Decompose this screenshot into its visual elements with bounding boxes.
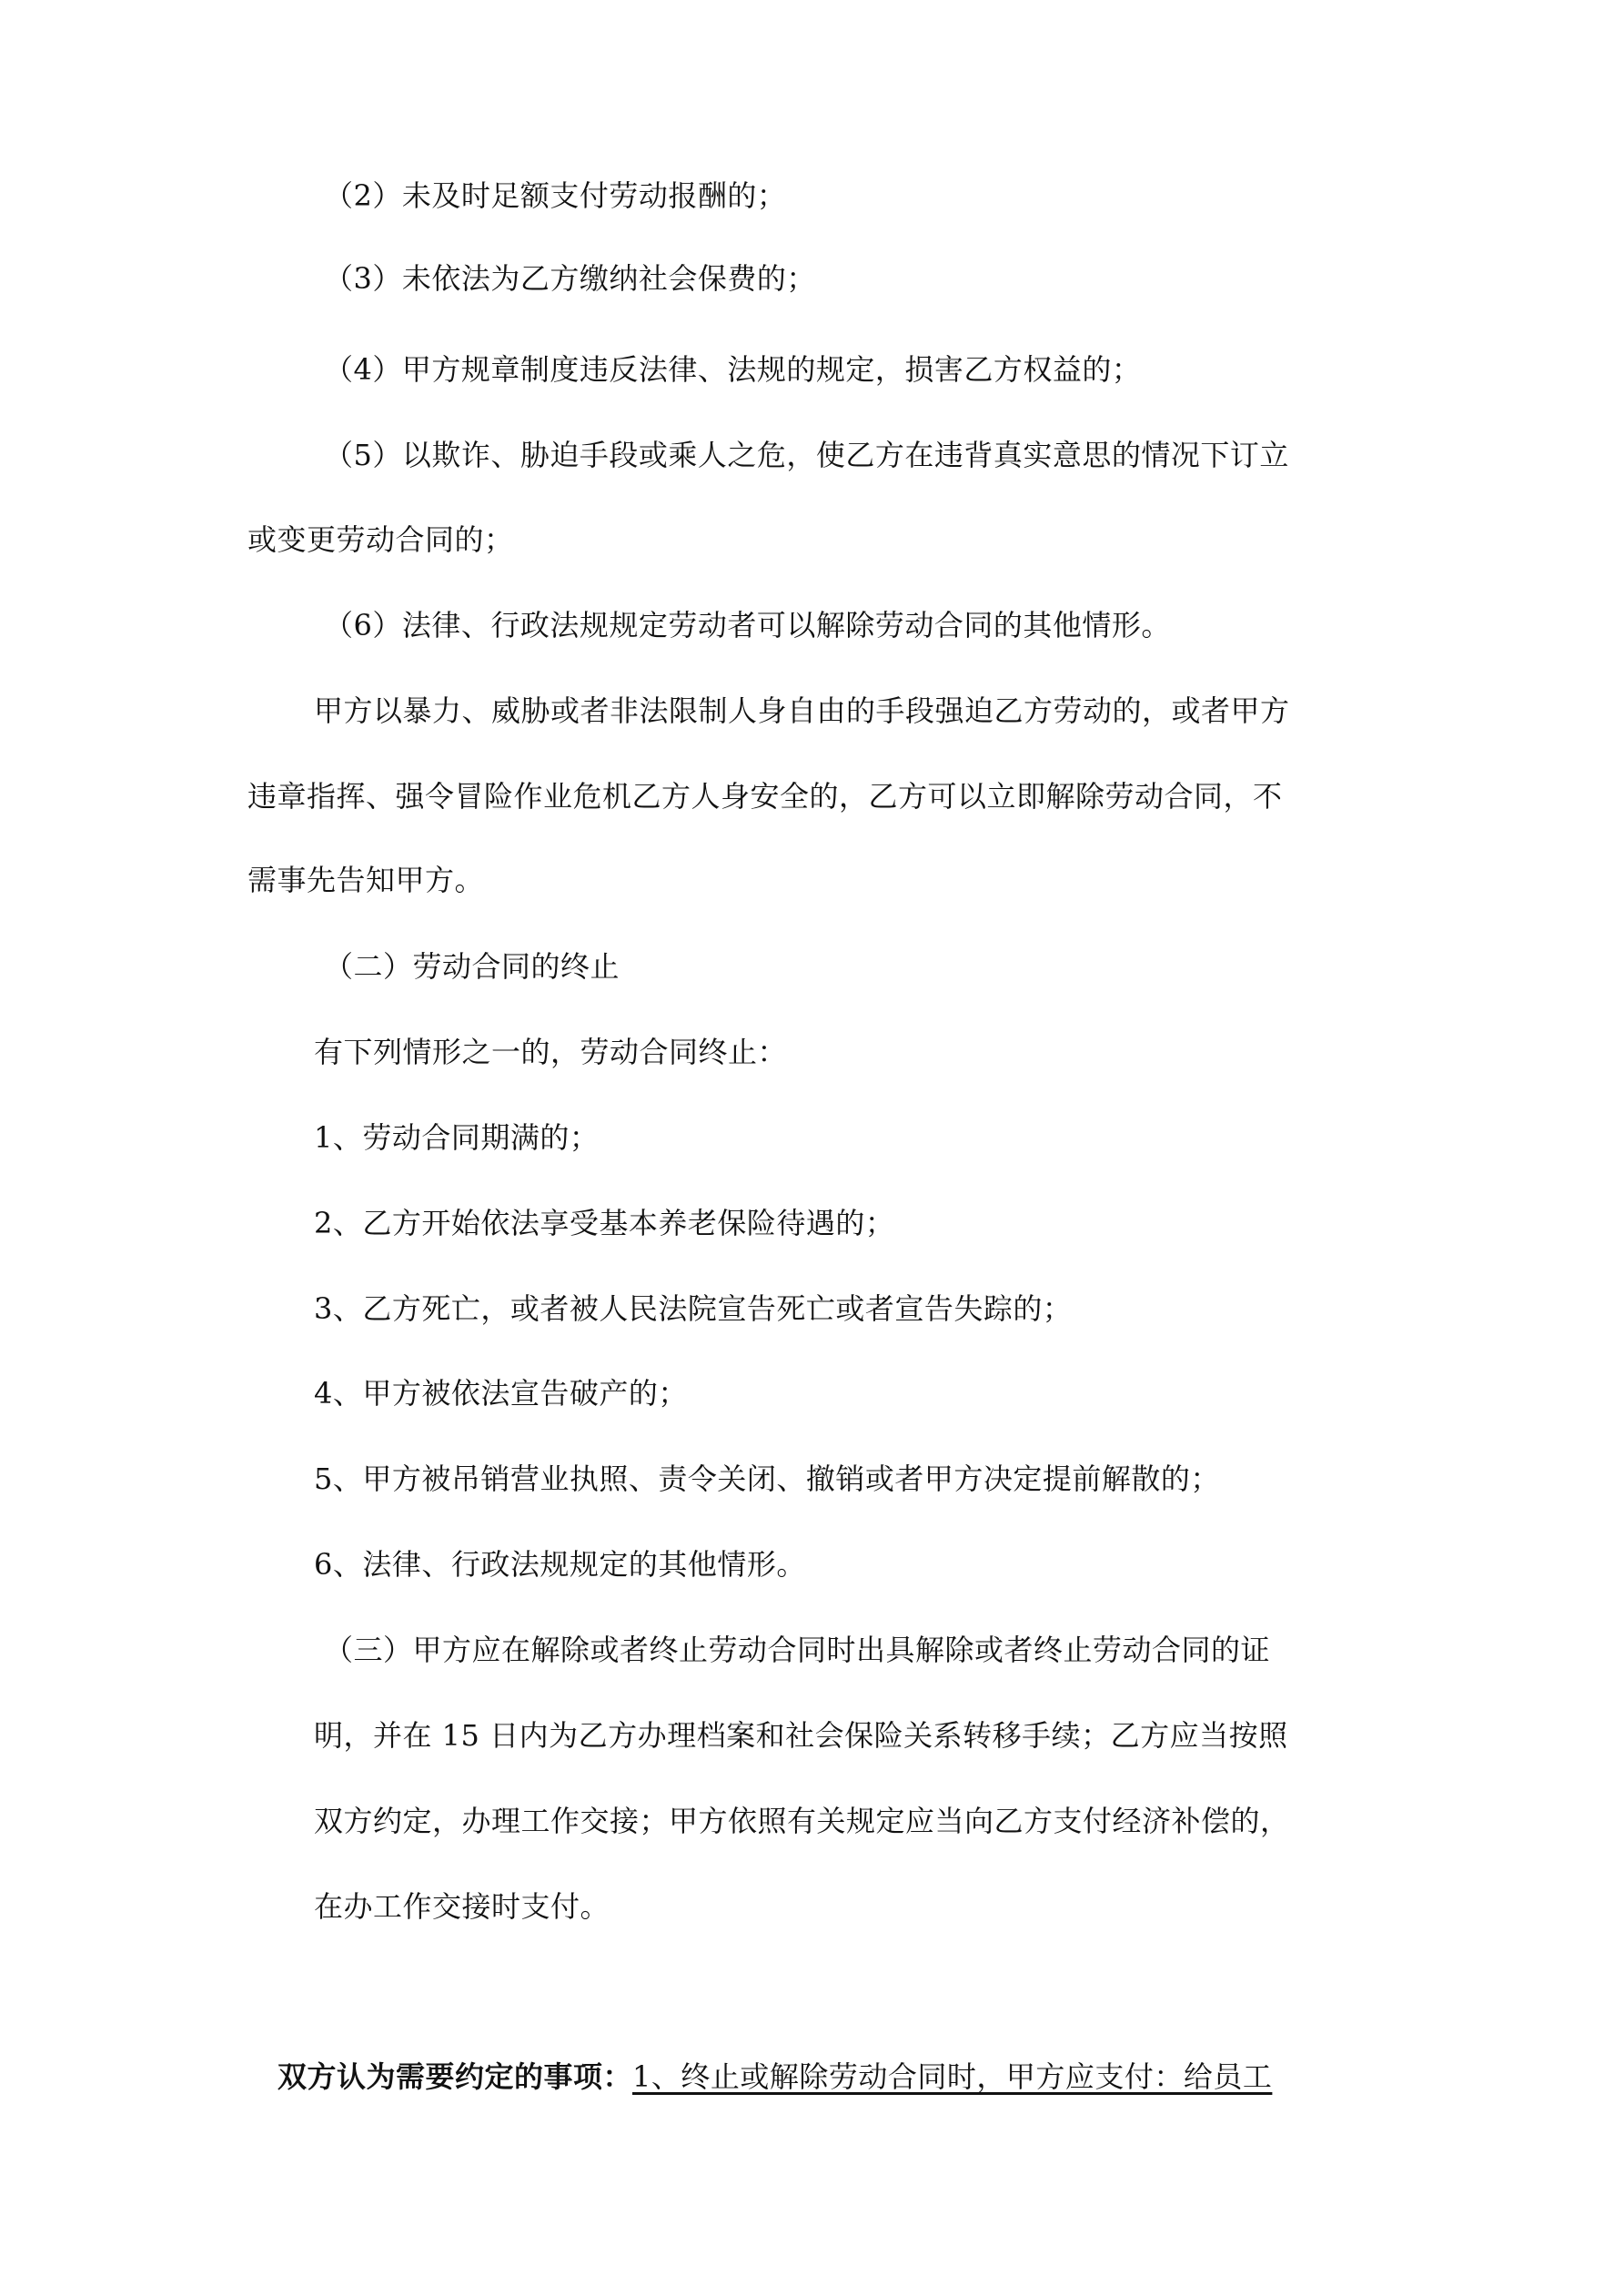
termination-item-2: 2、乙方开始依法享受基本养老保险待遇的； (314, 1206, 895, 1240)
section-three: （三）甲方应在解除或者终止劳动合同时出具解除或者终止劳动合同的证 (324, 1633, 1271, 1667)
clause-6: （6）法律、行政法规规定劳动者可以解除劳动合同的其他情形。 (324, 608, 1171, 642)
termination-item-3: 3、乙方死亡，或者被人民法院宣告死亡或者宣告失踪的； (314, 1291, 1073, 1326)
termination-item-6: 6、法律、行政法规规定的其他情形。 (314, 1547, 806, 1582)
section-three-line-2: 明，并在 15 日内为乙方办理档案和社会保险关系转移手续；乙方应当按照 (314, 1718, 1288, 1753)
agreed-matters (277, 2058, 1272, 2095)
paragraph-violence-line-3: 需事先告知甲方。 (247, 863, 485, 897)
termination-item-1: 1、劳动合同期满的； (314, 1120, 600, 1155)
paragraph-violence-line-2: 违章指挥、强令冒险作业危机乙方人身安全的，乙方可以立即解除劳动合同，不 (247, 779, 1283, 814)
agreed-matters-label: 双方认为需要约定的事项： (277, 2059, 633, 2094)
section-three-line-3: 双方约定，办理工作交接；甲方依照有关规定应当向乙方支付经济补偿的， (314, 1804, 1290, 1838)
clause-3: （3）未依法为乙方缴纳社会保费的； (324, 261, 816, 296)
termination-item-5: 5、甲方被吊销营业执照、责令关闭、撤销或者甲方决定提前解散的； (314, 1462, 1220, 1496)
clause-5-continued: 或变更劳动合同的； (247, 522, 514, 557)
section-heading-termination: （二）劳动合同的终止 (324, 949, 620, 984)
clause-2: （2）未及时足额支付劳动报酬的； (324, 178, 787, 213)
termination-item-4: 4、甲方被依法宣告破产的； (314, 1376, 688, 1411)
section-three-line-4: 在办工作交接时支付。 (314, 1889, 610, 1924)
paragraph-violence: 甲方以暴力、威胁或者非法限制人身自由的手段强迫乙方劳动的，或者甲方 (314, 693, 1290, 728)
clause-5: （5）以欺诈、胁迫手段或乘人之危，使乙方在违背真实意思的情况下订立 (324, 438, 1289, 472)
clause-4: （4）甲方规章制度违反法律、法规的规定，损害乙方权益的； (324, 352, 1142, 387)
agreed-matters-text: 1、终止或解除劳动合同时，甲方应支付：给员工 (632, 2059, 1273, 2094)
termination-intro: 有下列情形之一的，劳动合同终止： (314, 1035, 788, 1069)
